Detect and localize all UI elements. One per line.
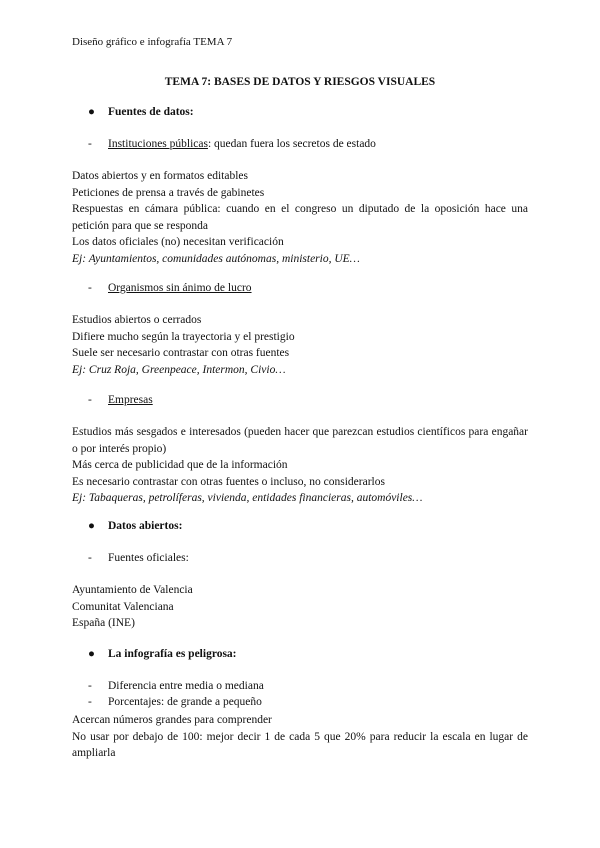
subsection-suffix: : quedan fuera los secretos de estado xyxy=(207,138,376,150)
dash-icon: - xyxy=(88,138,92,150)
subsection-label: Empresas xyxy=(108,394,153,406)
subsection-label: Instituciones públicas xyxy=(108,138,208,150)
text-line: España (INE) xyxy=(72,617,135,629)
dash-icon: - xyxy=(88,282,92,294)
example-line: Ej: Tabaqueras, petrolíferas, vivienda, entidades financieras, automóviles… xyxy=(72,492,423,504)
text-line: Suele ser necesario contrastar con otras fuentes xyxy=(72,347,290,359)
instituciones-text xyxy=(72,168,528,267)
text-line: Peticiones de prensa a través de gabinetes xyxy=(72,186,265,199)
document-header: Diseño gráfico e infografía TEMA 7 xyxy=(72,36,233,48)
dash-icon: - xyxy=(88,680,92,692)
empresas-text xyxy=(72,424,528,507)
dash-item: - Porcentajes: de grande a pequeño xyxy=(88,696,262,708)
bullet-icon: ● xyxy=(88,106,95,118)
subsection-organismos xyxy=(88,282,252,294)
text-line: Estudios abiertos o cerrados xyxy=(72,314,202,326)
page-title: TEMA 7: BASES DE DATOS Y RIESGOS VISUALES xyxy=(164,76,436,88)
dash-icon: - xyxy=(88,696,92,708)
section-datos-abiertos-heading: ● Datos abiertos: xyxy=(88,520,183,532)
text-line: Comunitat Valenciana xyxy=(72,600,174,613)
text-line: No usar por debajo de 100: mejor decir 1 de cada 5 que 20% para reducir la escala en lugar de ampliarla xyxy=(72,730,528,759)
datos-abiertos-text xyxy=(72,582,528,632)
infografia-text xyxy=(72,712,528,762)
text-line: Respuestas en cámara pública: cuando en el congreso un diputado de la oposición hace una petición para que se responda xyxy=(72,203,528,232)
dash-icon: - xyxy=(88,552,92,564)
organismos-text xyxy=(72,312,528,378)
subsection-label: Organismos sin ánimo de lucro xyxy=(108,282,252,294)
dash-item: - Diferencia entre media o mediana xyxy=(88,680,264,692)
text-line: Estudios más sesgados e interesados (pueden hacer que parezcan estudios científicos para engañar o por interés propio) xyxy=(72,426,528,455)
bullet-icon: ● xyxy=(88,520,95,532)
text-line: Los datos oficiales (no) necesitan verificación xyxy=(72,236,284,248)
subsection-empresas xyxy=(88,394,153,406)
text-line: Más cerca de publicidad que de la información xyxy=(72,459,288,471)
section-infografia-heading: ● La infografía es peligrosa: xyxy=(88,648,237,660)
text-line: Difiere mucho según la trayectoria y el prestigio xyxy=(72,330,295,343)
example-line: Ej: Ayuntamientos, comunidades autónomas, ministerio, UE… xyxy=(72,252,360,265)
bullet-icon: ● xyxy=(88,648,95,660)
text-line: Acercan números grandes para comprender xyxy=(72,714,272,726)
example-line: Ej: Cruz Roja, Greenpeace, Intermon, Civio… xyxy=(72,363,286,376)
subsection-fuentes-oficiales: - Fuentes oficiales: xyxy=(88,552,189,564)
text-line: Ayuntamiento de Valencia xyxy=(72,584,193,596)
subsection-instituciones xyxy=(88,138,376,150)
dash-icon: - xyxy=(88,394,92,406)
text-line: Es necesario contrastar con otras fuentes o incluso, no considerarlos xyxy=(72,475,385,488)
text-line: Datos abiertos y en formatos editables xyxy=(72,170,248,182)
section-fuentes-heading: ● Fuentes de datos: xyxy=(88,106,194,118)
